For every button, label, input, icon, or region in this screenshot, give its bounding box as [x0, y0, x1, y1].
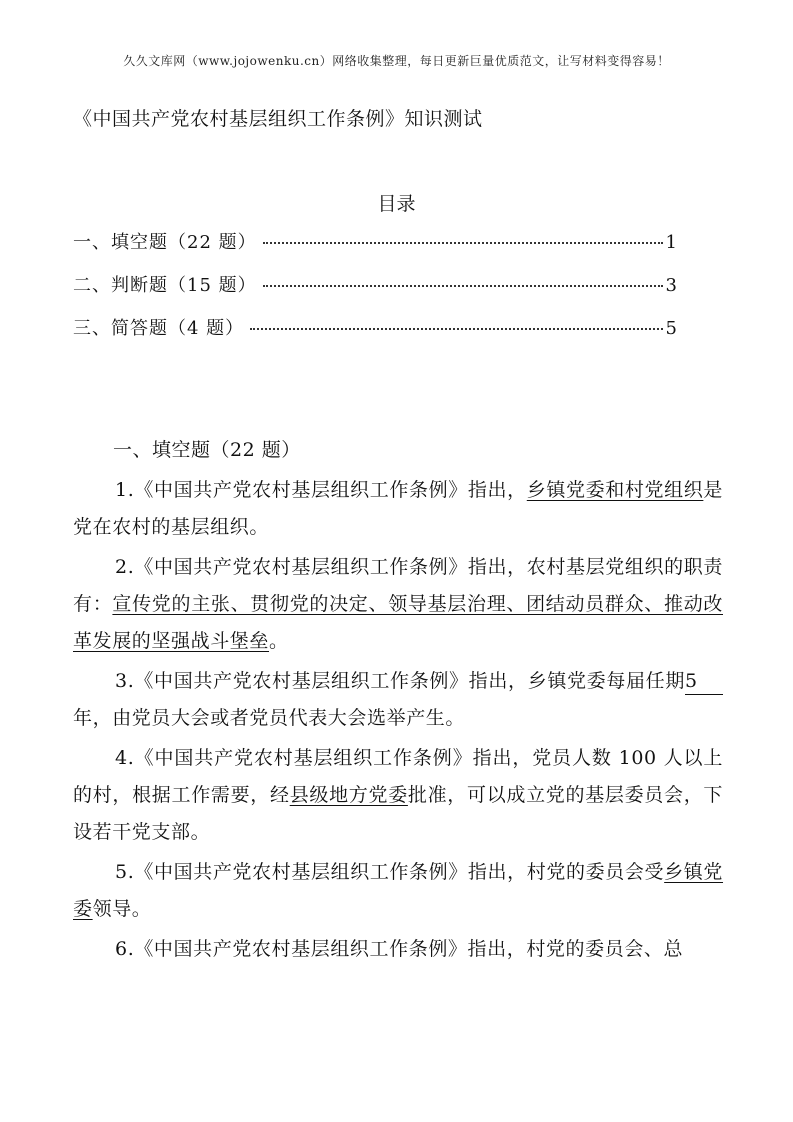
question-text: 3.《中国共产党农村基层组织工作条例》指出，乡镇党委每届任期: [115, 670, 685, 692]
question-text: 2.《中国共产党农村基层组织工作条例》指出，农村基层党组织的职责有：: [73, 556, 723, 615]
toc-entry-true-false[interactable]: [73, 271, 677, 314]
answer-underlined: 乡镇党委: [73, 861, 724, 920]
question-text: 6.《中国共产党农村基层组织工作条例》指出，村党的委员会、总: [115, 938, 684, 960]
page-header: 久久文库网（www.jojowenku.cn）网络收集整理，每日更新巨量优质范文，让写材料变得容易！: [123, 54, 670, 68]
question-5: [73, 854, 723, 928]
toc-title: 目录: [377, 193, 416, 215]
question-6: [73, 931, 723, 968]
question-text: 1.《中国共产党农村基层组织工作条例》指出，: [115, 479, 527, 501]
section-heading: 一、填空题（22 题）: [113, 439, 301, 461]
toc-entry-fill-in[interactable]: [73, 228, 677, 271]
document-title: 《中国共产党农村基层组织工作条例》知识测试: [73, 108, 483, 130]
toc-leader-dots: [263, 242, 663, 244]
toc-leader-dots: [263, 285, 663, 287]
question-text: 年，由党员大会或者党员代表大会选举产生。: [73, 707, 466, 729]
toc-entry-page: 3: [665, 275, 677, 296]
question-text: 批准，可以成立党的基层委员会，下设若干党支部。: [73, 784, 723, 843]
toc-entry-label: 一、填空题（22 题）: [73, 232, 257, 253]
question-1: [73, 472, 723, 546]
toc-entry-label: 三、简答题（4 题）: [73, 318, 245, 339]
question-4: [73, 740, 723, 851]
question-text: 是党在农村的基层组织。: [73, 479, 723, 538]
answer-underlined: 县级地方党委: [289, 784, 408, 806]
toc-entry-label: 二、判断题（15 题）: [73, 275, 257, 296]
answer-underlined: 宣传党的主张、贯彻党的决定、领导基层治理、团结动员群众、推动改革发展的坚强战斗堡垒: [73, 593, 723, 652]
answer-underlined: 乡镇党委和村党组织: [526, 479, 704, 501]
question-text: 5.《中国共产党农村基层组织工作条例》指出，村党的委员会受: [115, 861, 665, 883]
question-text: 4.《中国共产党农村基层组织工作条例》指出，党员人数 100 人以上的村，根据工作需要，经: [73, 747, 723, 806]
toc-entry-short-answer[interactable]: [73, 314, 677, 357]
question-text: 。: [269, 630, 289, 652]
toc-entry-page: 5: [665, 318, 677, 339]
question-2: [73, 549, 723, 660]
question-text: 领导。: [92, 898, 152, 920]
toc-entry-page: 1: [665, 232, 677, 253]
table-of-contents: [73, 228, 677, 357]
toc-leader-dots: [250, 328, 662, 330]
question-3: [73, 663, 723, 737]
document-body: [73, 432, 723, 971]
answer-blank: 5: [685, 668, 723, 695]
